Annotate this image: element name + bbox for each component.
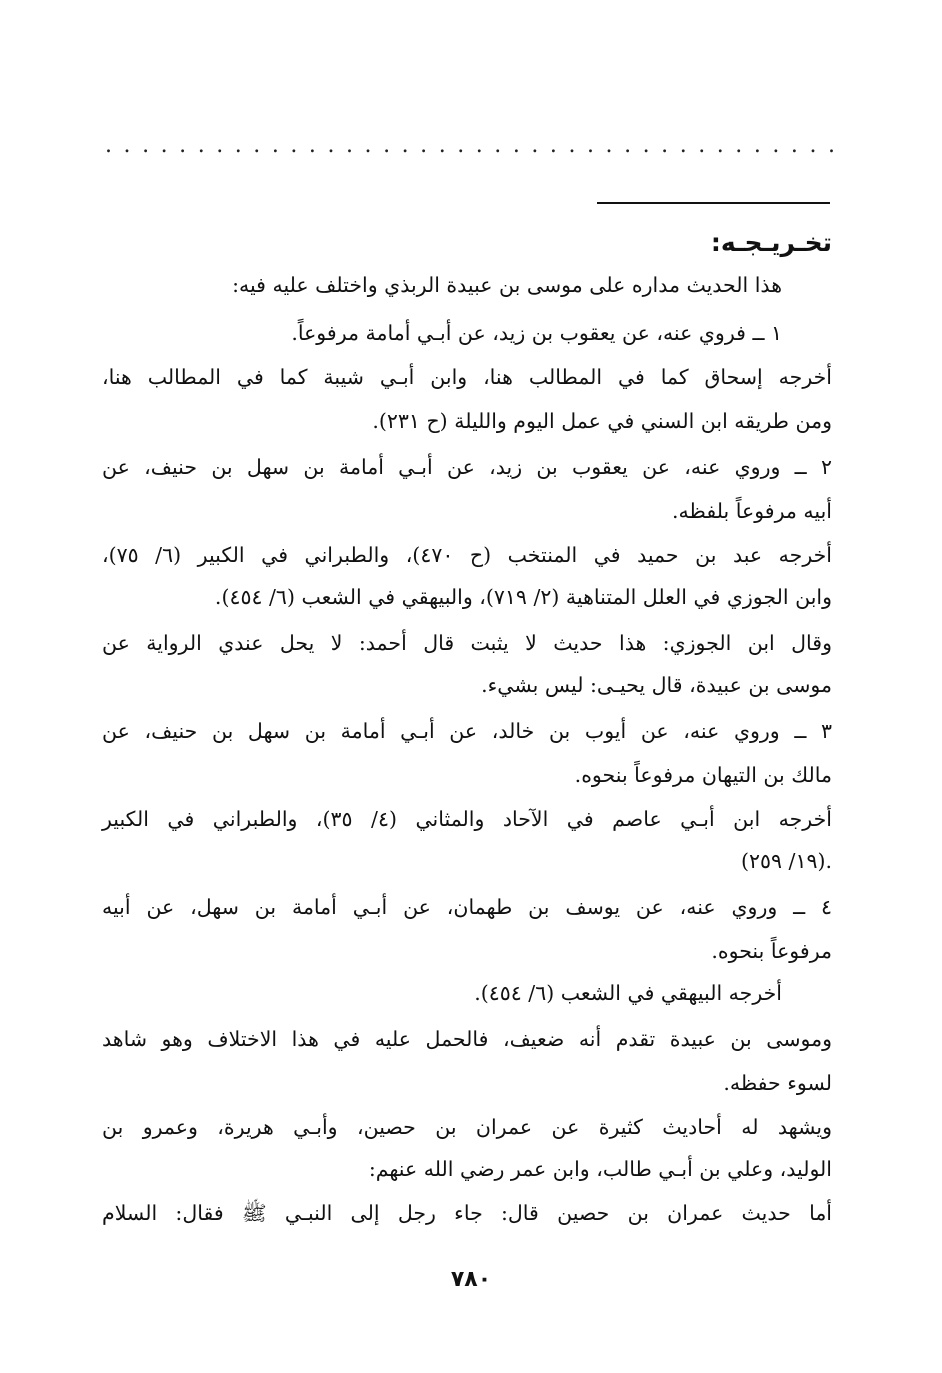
- section-rule: [597, 202, 830, 204]
- text-line: لسوء حفظه.: [723, 1071, 832, 1095]
- text-line: ٤ ــ وروي عنه، عن يوسف بن طهمان، عن أبـي أمامة بن سهل، عن أبيه: [102, 895, 832, 919]
- text-line: مالك بن التيهان مرفوعاً بنحوه.: [574, 763, 832, 787]
- text-line: ويشهد له أحاديث كثيرة عن عمران بن حصين، وأبـي هريرة، وعمرو بن: [102, 1115, 832, 1139]
- text-line: هذا الحديث مداره على موسى بن عبيدة الربذي واختلف عليه فيه:: [232, 273, 782, 297]
- text-line: أخرجه عبد بن حميد في المنتخب (ح ٤٧٠)، والطبراني في الكبير (٦/ ٧٥)،: [102, 543, 832, 567]
- section-heading: تخـريـجـه:: [710, 228, 832, 257]
- text-line: أخرجه البيهقي في الشعب (٦/ ٤٥٤).: [474, 981, 782, 1005]
- text-line: موسى بن عبيدة، قال يحيـى: ليس بشيء.: [481, 673, 832, 697]
- text-line: ١ ــ فروي عنه، عن يعقوب بن زيد، عن أبـي أمامة مرفوعاً.: [291, 321, 782, 345]
- text-line: (١٩/ ٢٥٩).: [740, 849, 832, 873]
- text-line: وابن الجوزي في العلل المتناهية (٢/ ٧١٩)، والبيهقي في الشعب (٦/ ٤٥٤).: [214, 585, 832, 609]
- text-line: الوليد، وعلي بن أبـي طالب، وابن عمر رضي الله عنهم:: [368, 1157, 832, 1181]
- text-line: وقال ابن الجوزي: هذا حديث لا يثبت قال أحمد: لا يحل عندي الرواية عن: [102, 631, 832, 655]
- text-line: وموسى بن عبيدة تقدم أنه ضعيف، فالحمل عليه في هذا الاختلاف وهو شاهد: [102, 1027, 832, 1051]
- text-line: أخرجه إسحاق كما في المطالب هنا، وابن أبـي شيبة كما في المطالب هنا،: [102, 365, 832, 389]
- text-line: أما حديث عمران بن حصين قال: جاء رجل إلى النبـي ﷺ فقال: السلام: [102, 1201, 832, 1225]
- text-line: مرفوعاً بنحوه.: [711, 939, 832, 963]
- page-number: ٧٨٠: [450, 1267, 492, 1292]
- text-line: ومن طريقه ابن السني في عمل اليوم والليلة (ح ٢٣١).: [372, 409, 832, 433]
- text-line: ٢ ــ وروي عنه، عن يعقوب بن زيد، عن أبـي أمامة بن سهل بن حنيف، عن: [102, 455, 832, 479]
- dotted-separator: . . . . . . . . . . . . . . . . . . . . . . . . . . . . . . . . . . . . . . . .: [105, 136, 835, 156]
- text-line: ٣ ــ وروي عنه، عن أيوب بن خالد، عن أبـي أمامة بن سهل بن حنيف، عن: [102, 719, 832, 743]
- text-line: أخرجه ابن أبـي عاصم في الآحاد والمثاني (٤/ ٣٥)، والطبراني في الكبير: [102, 807, 832, 831]
- text-line: أبيه مرفوعاً بلفظه.: [672, 499, 832, 523]
